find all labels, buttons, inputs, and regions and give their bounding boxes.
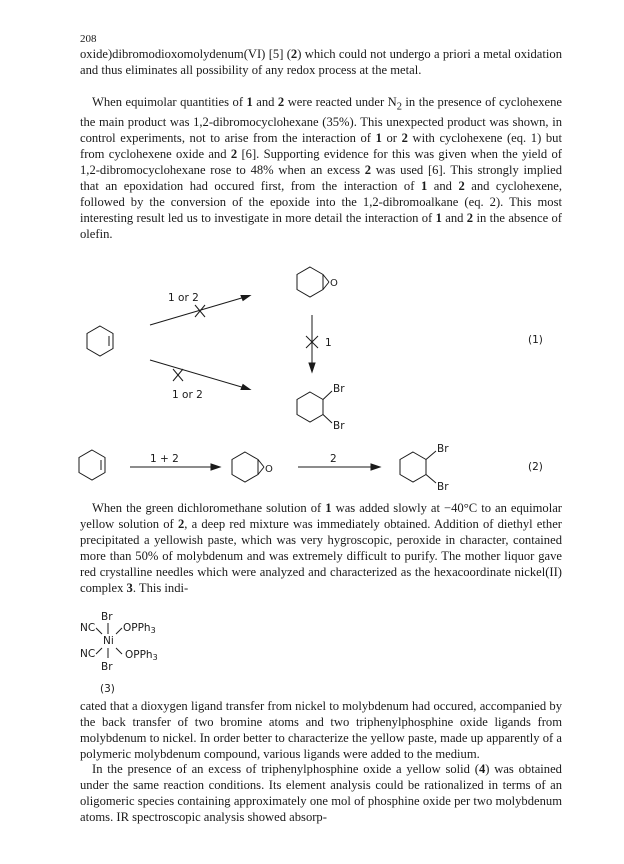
- paragraph-4: [80, 699, 562, 763]
- text-run: , a deep red mixture was immediately obtained. Addition of diethyl ether precipitated a yellowish paste, which was very hygroscopic, peroxide in character, contained more than 50% of molybdenum and was extremely difficult to purify. The mother liquor gave red crystalline needles which were analyzed and characterized as the hexacoordinate nickel(II) complex: [80, 516, 562, 595]
- equation-label-1: (1): [528, 334, 543, 346]
- text-run: in the presence of cyclohexene the main product was 1,2-dibromocyclohexane (35%). This unexpected product was shown, in control experiments, not to arise from the interaction of: [80, 95, 562, 146]
- arrow-to-dibromide-crossed: [150, 360, 250, 390]
- paragraph-5: [80, 762, 562, 826]
- compound-ref: 2: [277, 95, 285, 109]
- bromine-bottom-label: Br: [101, 661, 113, 673]
- text-run: or: [381, 131, 402, 146]
- ligand-top-label: OPPh3: [123, 622, 156, 635]
- arrow-to-epoxide-crossed: [150, 296, 250, 326]
- compound-ref: 2: [230, 147, 238, 162]
- text-run: When the green dichloromethane solution of: [92, 501, 326, 515]
- text-run: . This indi-: [132, 580, 189, 595]
- bottom-reagent-label: 1 or 2: [172, 389, 203, 401]
- text-run: and: [427, 179, 459, 194]
- cyclohexene-oxide-structure: [297, 267, 329, 297]
- page-number: 208: [80, 33, 97, 45]
- text-run: and: [252, 95, 278, 109]
- text-run: When equimolar quantities of: [92, 95, 247, 109]
- bromine-label-2: Br: [333, 420, 345, 432]
- dibromocyclohexane-structure: [297, 391, 332, 423]
- text-run: with cyclohexene (eq. 1) but from cyclohexene oxide and: [80, 131, 562, 162]
- nickel-label: Ni: [103, 635, 114, 647]
- text-run: oxide)dibromodioxomolydenum(VI) [5] (: [80, 47, 291, 61]
- compound-ref: 2: [177, 516, 185, 531]
- subscript: 2: [396, 101, 402, 113]
- ligand-bottom-label: OPPh3: [125, 649, 158, 662]
- compound-ref: 1: [375, 131, 382, 146]
- bromine-label-1: Br: [333, 383, 345, 395]
- compound-ref: 1: [246, 95, 253, 109]
- epoxide-oxygen-label: O: [265, 464, 273, 475]
- compound-ref: 1: [435, 210, 442, 225]
- cyclohexene-structure: [87, 326, 113, 356]
- compound-ref: 4: [478, 762, 486, 776]
- equation-label-2: (2): [528, 461, 543, 473]
- compound-ref: 2: [466, 210, 474, 225]
- bromine-top-label: Br: [101, 611, 113, 623]
- text-run: ) was obtained under the same reaction conditions. Its element analysis could be rationalized in terms of an oligomeric species containing approximately one mol of phosphine oxide per two molybdenum atoms. IR spectroscopic analysis showed absorp-: [80, 762, 562, 824]
- nickel-complex-3: [80, 611, 158, 695]
- compound-ref: 2: [290, 47, 298, 61]
- text-run: and cyclohexene, followed by the conversion of the epoxide into the 1,2-dibromoalkane (eq. 2). This most interesting result led us to investigate in more detail the interaction of: [80, 179, 563, 225]
- cyclohexene-oxide-structure: [232, 452, 264, 482]
- scheme-2: [79, 443, 543, 493]
- paragraph-3: [80, 501, 562, 596]
- text-run: cated that a dioxygen ligand transfer from nickel to molybdenum had occured, accompanied by the back transfer of two bromine atoms and two triphenylphosphine oxide ligands from molybdenum to nickel. In order better to characterize the yellow paste, made up apparently of a polymeric molybdenum compound, various ligands were added to the medium.: [80, 699, 562, 761]
- compound-ref: 1: [420, 179, 428, 194]
- compound-ref: 1: [325, 501, 332, 515]
- text-run: and: [441, 210, 467, 225]
- cyanide-bottom-label: NC: [80, 648, 96, 660]
- compound-ref: 2: [458, 179, 465, 194]
- compound-ref: 2: [401, 131, 408, 146]
- reagent-2-label: 2: [330, 453, 337, 465]
- scheme-1: [87, 267, 543, 432]
- vertical-arrow-crossed: [306, 315, 318, 372]
- text-run: was added slowly at −40°C to an equimolar yellow solution of: [80, 501, 562, 531]
- text-run: was used [6]. This strongly implied that an epoxidation had occured first, from the interaction of: [80, 163, 563, 194]
- bromine-label-1: Br: [437, 443, 449, 455]
- dibromocyclohexane-structure: [400, 451, 436, 483]
- complex-label: (3): [100, 683, 115, 695]
- cyanide-top-label: NC: [80, 622, 96, 634]
- reaction-arrow-2: [298, 464, 380, 470]
- compound-ref: 2: [364, 163, 372, 178]
- vertical-reagent-label: 1: [325, 337, 332, 349]
- reagent-1-plus-2-label: 1 + 2: [150, 453, 179, 465]
- epoxide-oxygen-label: O: [330, 278, 338, 289]
- top-reagent-label: 1 or 2: [168, 292, 199, 304]
- text-run: were reacted under N: [284, 95, 397, 109]
- text-run: [6]. Supporting evidence for this was given when the yield of 1,2-dibromocyclohexane rose to 48% when an excess: [80, 147, 562, 178]
- bromine-label-2: Br: [437, 481, 449, 493]
- compound-ref: 3: [126, 580, 133, 595]
- text-run: in the absence of olefin.: [80, 210, 563, 241]
- text-run: In the presence of an excess of triphenylphosphine oxide a yellow solid (: [92, 762, 479, 776]
- text-run: ) which could not undergo a priori a metal oxidation and thus eliminates all possibility of any redox process at the metal.: [80, 47, 562, 77]
- cyclohexene-structure: [79, 450, 105, 480]
